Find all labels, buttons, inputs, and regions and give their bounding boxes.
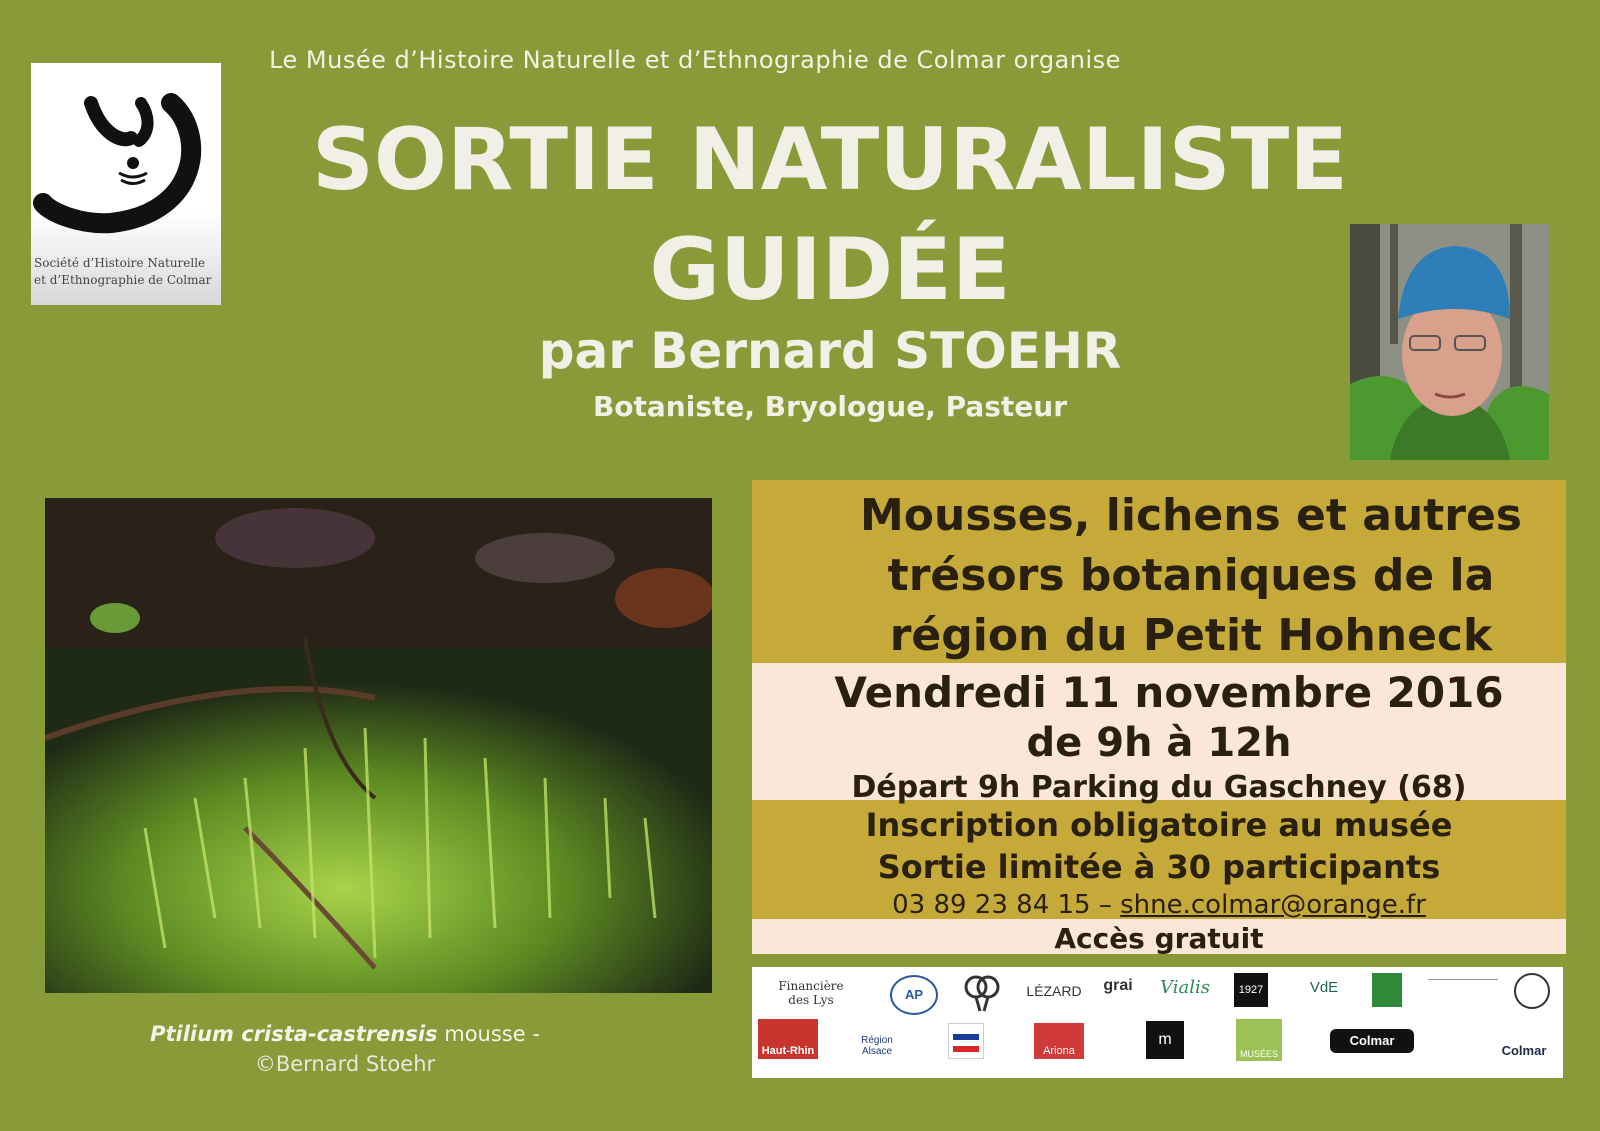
sponsor-financiere-des-lys: Financière des Lys (778, 979, 844, 1007)
photo-caption-species: Ptilium crista-castrensis (150, 1022, 438, 1046)
free-access: Accès gratuit (1054, 922, 1264, 955)
title-line-1: SORTIE NATURALISTE (311, 110, 1349, 210)
logo-caption (34, 255, 220, 289)
society-emblem-icon (31, 63, 221, 253)
contact-email-link[interactable]: shne.colmar@orange.fr (1120, 890, 1426, 920)
sponsor-colmart: Colmar (1330, 1029, 1414, 1053)
topic-line-1: Mousses, lichens et autres (860, 490, 1522, 541)
sponsor-logos-strip (752, 967, 1563, 1078)
logo-caption-line-1: Société d’Histoire Naturelle (34, 256, 206, 270)
photo-credit: ©Bernard Stoehr (254, 1052, 436, 1076)
topic-line-2: trésors botaniques de la (887, 550, 1495, 601)
topic-line-3: région du Petit Hohneck (889, 610, 1493, 661)
departure-info: Départ 9h Parking du Gaschney (68) (851, 770, 1467, 805)
photo-caption-rest: mousse - (437, 1022, 540, 1046)
sponsor-round-emblem (1514, 973, 1550, 1009)
title-line-2: GUIDÉE (649, 220, 1011, 320)
sponsor-m: m (1146, 1021, 1184, 1059)
contact-line (752, 890, 1566, 920)
participant-limit: Sortie limitée à 30 participants (877, 848, 1441, 886)
sponsor-lezard: LÉZARD (1026, 983, 1082, 999)
sponsor-1927: 1927 (1234, 973, 1268, 1007)
event-info-panel (752, 480, 1566, 954)
event-time: de 9h à 12h (1026, 720, 1292, 766)
society-logo (31, 63, 221, 305)
contact-separator: – (1090, 890, 1121, 920)
sponsor-region-alsace: Région Alsace (861, 1035, 893, 1057)
sponsor-rackets-icon (962, 973, 1002, 1013)
logo-caption-line-2: et d’Ethnographie de Colmar (34, 273, 212, 287)
event-date: Vendredi 11 novembre 2016 (834, 668, 1504, 717)
sponsor-green-badge (1372, 973, 1402, 1007)
guide-portrait-photo (1350, 224, 1549, 460)
sponsor-ariona: Ariona (1034, 1023, 1084, 1059)
registration-required: Inscription obligatoire au musée (865, 806, 1453, 844)
guide-roles: Botaniste, Bryologue, Pasteur (592, 390, 1068, 423)
sponsor-musees: MUSÉES (1236, 1019, 1282, 1061)
sponsor-grai: grai (1103, 977, 1133, 994)
organizer-line: Le Musée d’Histoire Naturelle et d’Ethnographie de Colmar organise (269, 46, 1121, 74)
sponsor-ap: AP (890, 975, 938, 1015)
sponsor-republique-francaise (948, 1023, 984, 1059)
moss-photo (45, 498, 712, 993)
contact-phone[interactable]: 03 89 23 84 15 (892, 890, 1091, 920)
sponsor-vde: VdE (1309, 979, 1339, 996)
guide-byline: par Bernard STOEHR (538, 322, 1122, 380)
sponsor-haut-rhin: Haut-Rhin (758, 1019, 818, 1059)
sponsor-colmar: Colmar (1501, 1043, 1547, 1058)
sponsor-small-logo (1428, 979, 1498, 1002)
photo-caption (45, 1022, 645, 1046)
sponsor-vialis: Vialis (1160, 977, 1210, 998)
